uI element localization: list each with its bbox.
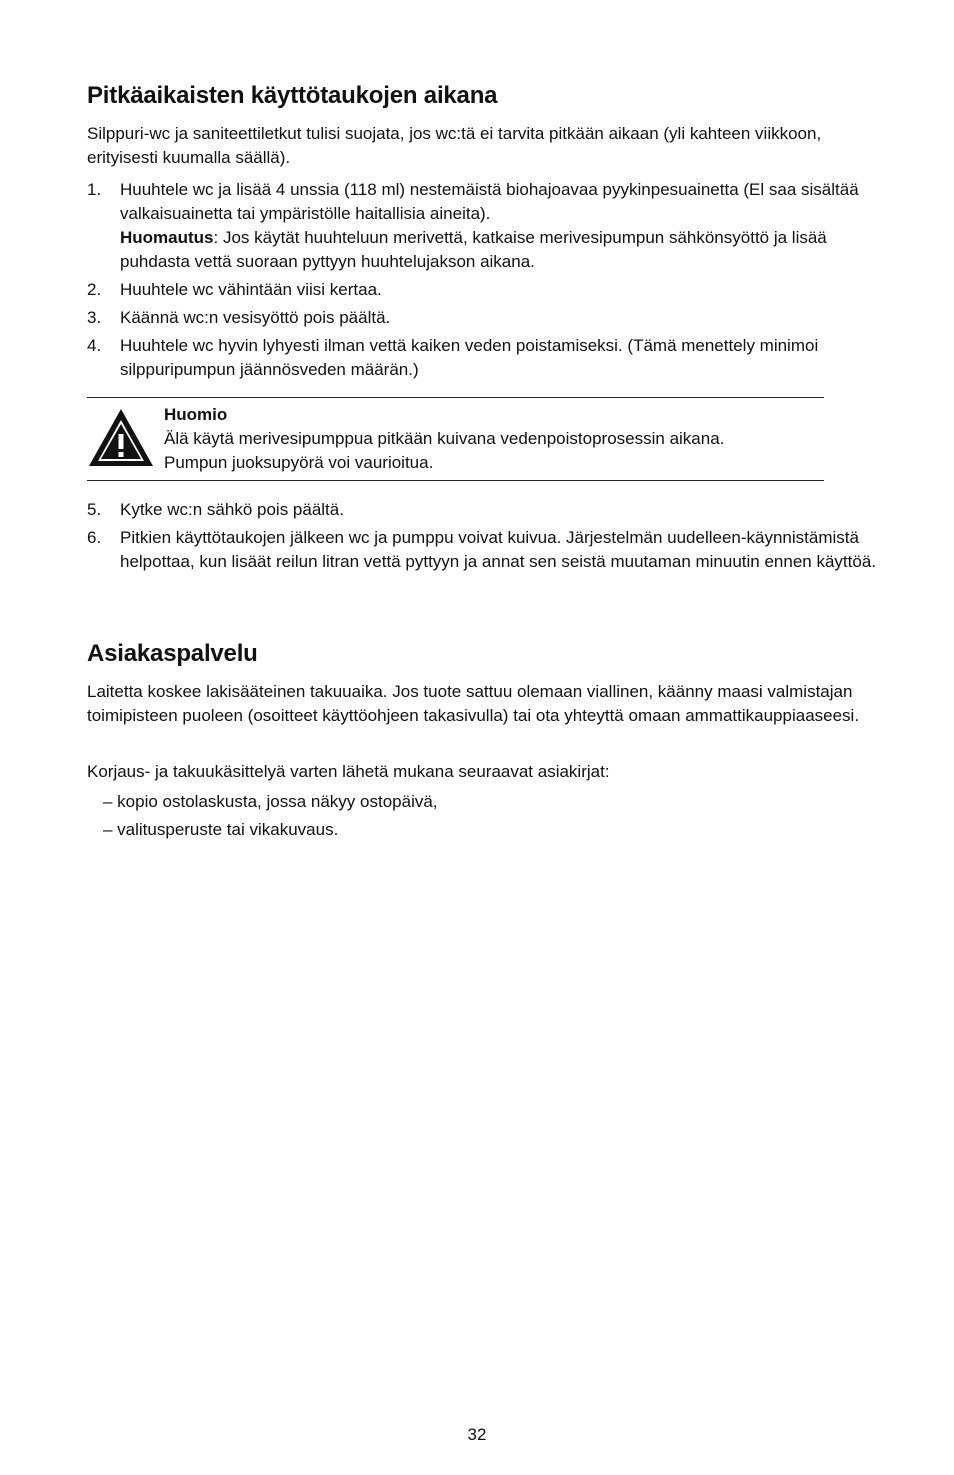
list-item <box>87 306 877 330</box>
step-text: Kytke wc:n sähkö pois päältä. <box>120 500 344 519</box>
caution-line: Älä käytä merivesipumppua pitkään kuivana vedenpoistoprosessin aikana. <box>164 429 725 448</box>
step-number: 2. <box>87 280 102 299</box>
list-item: – valitusperuste tai vikakuvaus. <box>103 820 339 839</box>
list-item <box>87 498 877 522</box>
caution-line: Pumpun juoksupyörä voi vaurioitua. <box>164 453 434 472</box>
step-number: 6. <box>87 528 102 547</box>
documents-list <box>103 790 438 846</box>
list-item <box>87 278 877 302</box>
section-title-long-breaks: Pitkäaikaisten käyttötaukojen aikana <box>87 82 498 109</box>
list-item <box>87 178 877 274</box>
list-item <box>87 334 877 382</box>
paragraph: Laitetta koskee lakisääteinen takuuaika. Jos tuote sattuu olemaan viallinen, käänny maasi valmistajan toimipisteen puoleen (osoitteet käyttöohjeen takasivulla) tai ota yhteyttä omaan ammattikauppiaaseesi. <box>87 682 860 725</box>
steps-list <box>87 178 877 386</box>
step-text: Huuhtele wc hyvin lyhyesti ilman vettä kaiken veden poistamiseksi. (Tämä menettely minimoi silppuripumpun jäännösveden määrän.) <box>120 336 819 379</box>
step-text: Huuhtele wc ja lisää 4 unssia (118 ml) nestemäistä biohajoavaa pyykinpesuainetta (El saa sisältää valkaisuainetta tai ympäristölle haitallisia aineita). <box>120 180 859 223</box>
note-text: : Jos käytät huuhteluun merivettä, katkaise merivesipumpun sähkönsyöttö ja lisää puhdasta vettä suoraan pyttyyn huuhtelujakson aikana. <box>120 228 827 271</box>
paragraph: Korjaus- ja takuukäsittelyä varten lähetä mukana seuraavat asiakirjat: <box>87 762 610 781</box>
step-text: Käännä wc:n vesisyöttö pois päältä. <box>120 308 391 327</box>
caution-text <box>164 403 724 475</box>
steps-list-continued <box>87 498 877 578</box>
step-number: 5. <box>87 500 102 519</box>
step-text: Huuhtele wc vähintään viisi kertaa. <box>120 280 382 299</box>
warning-triangle-icon <box>87 407 155 469</box>
list-item: – kopio ostolaskusta, jossa näkyy ostopäivä, <box>103 792 438 811</box>
step-number: 1. <box>87 180 102 199</box>
list-item <box>87 526 877 574</box>
page-number: 32 <box>467 1425 487 1444</box>
step-number: 3. <box>87 308 102 327</box>
caution-title: Huomio <box>164 405 228 424</box>
step-number: 4. <box>87 336 102 355</box>
note-label: Huomautus <box>120 228 214 247</box>
section-intro: Silppuri-wc ja saniteettiletkut tulisi suojata, jos wc:tä ei tarvita pitkään aikaan (yli kahteen viikkoon, erityisesti kuumalla säällä). <box>87 124 822 167</box>
step-text: Pitkien käyttötaukojen jälkeen wc ja pumppu voivat kuivua. Järjestelmän uudelleen-käynnistämistä helpottaa, kun lisäät reilun litran vettä pyttyyn ja annat sen seistä muutaman minuutin ennen käyttöä. <box>120 528 877 571</box>
caution-box <box>87 397 824 481</box>
section-title-customer-service: Asiakaspalvelu <box>87 640 258 667</box>
